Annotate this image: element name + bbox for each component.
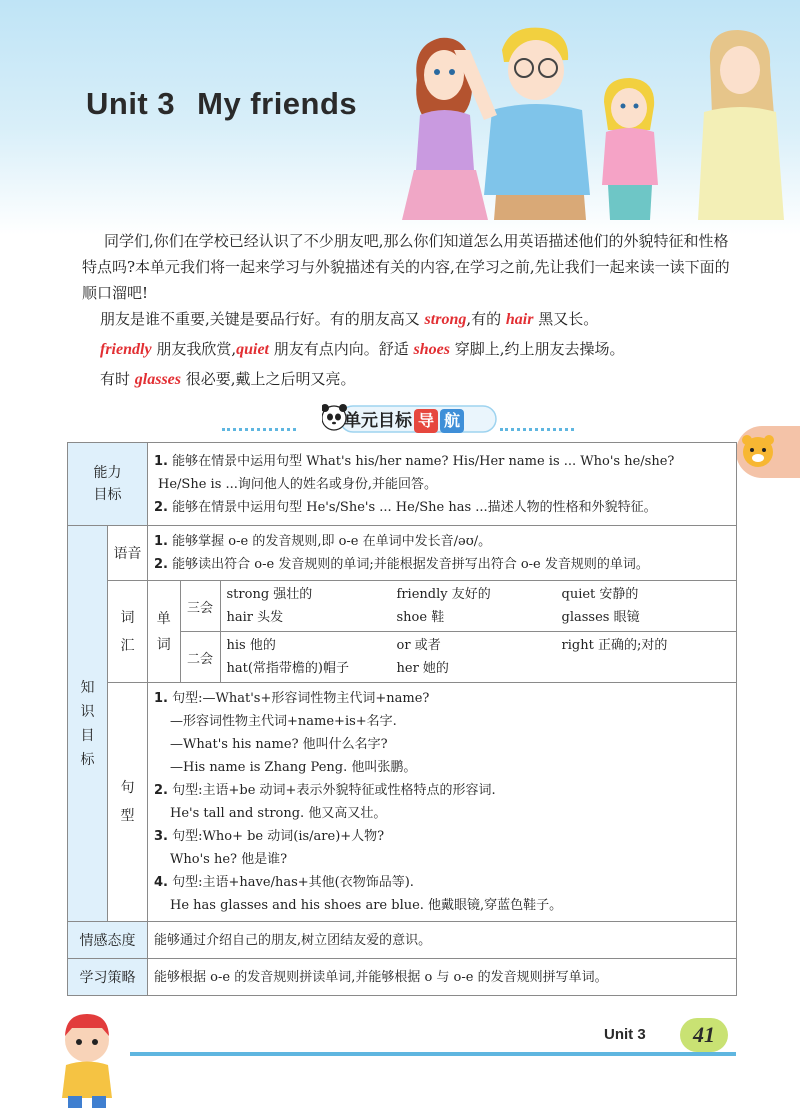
vocab-grid-row xyxy=(227,606,731,629)
mascot-illustration xyxy=(52,1010,122,1110)
nav-dots-right xyxy=(500,428,574,431)
ability-line xyxy=(154,496,730,519)
vocab-word: shoe 鞋 xyxy=(396,610,445,625)
level3-label: 三会 xyxy=(187,600,214,616)
keyword-friendly: friendly xyxy=(100,341,152,358)
nav-title xyxy=(344,406,464,433)
vocab-word: or 或者 xyxy=(396,638,441,653)
sentence-line xyxy=(154,779,730,802)
level2-label: 二会 xyxy=(187,651,214,667)
line-number: 3. xyxy=(154,829,168,844)
word-label: 单词 xyxy=(156,610,171,653)
ability-label-cell xyxy=(68,443,148,526)
keyword-hair: hair xyxy=(505,311,534,328)
line-number: 1. xyxy=(154,534,168,549)
level3-label-cell xyxy=(180,581,220,632)
rhyme-text: 很必要,戴上之后明又亮。 xyxy=(181,370,356,388)
vocab-word: his 他的 xyxy=(226,638,276,653)
vocab-word: friendly 友好的 xyxy=(396,587,491,602)
strategy-label-cell xyxy=(68,959,148,996)
line-text: —形容词性物主代词+name+is+名字. xyxy=(170,714,397,729)
sentence-line xyxy=(154,733,730,756)
vocab-word: glasses 眼镜 xyxy=(561,610,640,625)
rhyme-line-3 xyxy=(100,366,356,393)
rhyme-text: 朋友是谁不重要,关键是要品行好。有的朋友高又 xyxy=(100,310,425,328)
child-figure xyxy=(602,78,658,220)
vocab-label-cell xyxy=(108,581,148,683)
knowledge-label: 知识目标 xyxy=(80,679,95,768)
unit-goals-table xyxy=(67,442,737,996)
vocab-word xyxy=(562,657,712,680)
footer-unit-label: Unit 3 xyxy=(604,1026,646,1043)
sentence-line xyxy=(154,802,730,825)
rhyme-text: ,有的 xyxy=(466,310,506,328)
strategy-row xyxy=(68,959,737,996)
sentences-label-cell xyxy=(108,683,148,922)
nav-dots-left xyxy=(222,428,296,431)
line-number: 1. xyxy=(154,453,168,469)
level2-label-cell xyxy=(180,632,220,683)
phonics-row xyxy=(68,526,737,581)
vocab-row xyxy=(68,581,737,683)
strategy-label: 学习策略 xyxy=(79,970,136,986)
emotion-text: 能够通过介绍自己的朋友,树立团结友爱的意识。 xyxy=(154,932,432,948)
vocab-grid-row xyxy=(227,634,731,657)
unit-title xyxy=(86,86,357,122)
rhyme-text: 黑又长。 xyxy=(533,310,599,328)
page-number: 41 xyxy=(693,1022,715,1047)
rhyme-line-2 xyxy=(100,336,625,363)
ability-content xyxy=(148,443,737,526)
ability-line xyxy=(154,450,730,473)
rhyme-text: 朋友我欣赏, xyxy=(151,340,237,358)
vocab-word: hair 头发 xyxy=(226,610,284,625)
sentences-row xyxy=(68,683,737,922)
line-text: —What's his name? 他叫什么名字? xyxy=(170,737,388,752)
line-text: 能够在情景中运用句型 He's/She's ... He/She has ...描述人物的性格和外貌特征。 xyxy=(172,499,657,515)
vocab-grid-row xyxy=(227,583,731,606)
line-number: 1. xyxy=(154,691,168,706)
sentences-content xyxy=(148,683,737,922)
line-text: —His name is Zhang Peng. 他叫张鹏。 xyxy=(170,760,417,775)
friends-illustration xyxy=(392,20,792,220)
phonics-line xyxy=(154,553,730,576)
emotion-label: 情感态度 xyxy=(79,933,136,949)
sentence-line xyxy=(154,894,730,917)
sentence-line xyxy=(154,825,730,848)
phonics-content xyxy=(148,526,737,581)
footer-line xyxy=(130,1052,736,1056)
vocab-content xyxy=(148,581,737,683)
rhyme-text: 朋友有点内向。舒适 xyxy=(268,340,414,358)
vocab-word: quiet 安静的 xyxy=(561,587,639,602)
vocab-word: her 她的 xyxy=(396,661,449,676)
emotion-row xyxy=(68,922,737,959)
phonics-line xyxy=(154,530,730,553)
sentence-line xyxy=(154,871,730,894)
line-text: 句型:Who+ be 动词(is/are)+人物? xyxy=(172,829,385,844)
sentence-line xyxy=(154,848,730,871)
tiger-icon xyxy=(738,432,778,472)
phonics-label: 语音 xyxy=(113,546,142,562)
rhyme-text: 有时 xyxy=(100,370,135,388)
knowledge-label-cell xyxy=(68,526,108,922)
ability-line xyxy=(154,473,730,496)
nav-box-hang: 航 xyxy=(440,409,464,433)
ability-label: 能力目标 xyxy=(93,465,122,503)
level2-words xyxy=(220,632,736,683)
side-tab xyxy=(736,426,800,478)
vocab-grid-row xyxy=(227,657,731,680)
strategy-text: 能够根据 o-e 的发音规则拼读单词,并能够根据 o 与 o-e 的发音规则拼写单词。 xyxy=(154,969,608,985)
strategy-content xyxy=(148,959,737,996)
rhyme-line-1 xyxy=(100,306,598,333)
keyword-shoes: shoes xyxy=(413,341,450,358)
vocab-word: strong 强壮的 xyxy=(226,587,313,602)
level3-words xyxy=(220,581,736,632)
ability-row xyxy=(68,443,737,526)
vocab-label: 词汇 xyxy=(120,609,135,654)
sentences-label: 句型 xyxy=(120,780,135,824)
line-text: 句型:主语+be 动词+表示外貌特征或性格特点的形容词. xyxy=(172,783,496,798)
line-text: 能够在情景中运用句型 What's his/her name? His/Her name is ... Who's he/she? xyxy=(172,453,675,469)
line-number: 2. xyxy=(154,499,168,515)
intro-paragraph: 同学们,你们在学校已经认识了不少朋友吧,那么你们知道怎么用英语描述他们的外貌特征和性格特点吗?本单元我们将一起来学习与外貌描述有关的内容,在学习之前,先让我们一起来读一读下面的顺口溜吧! xyxy=(82,232,730,302)
rhyme-text: 穿脚上,约上朋友去操场。 xyxy=(449,340,625,358)
woman-figure xyxy=(698,30,784,220)
line-number: 2. xyxy=(154,557,168,572)
line-text: He/She is ...询问他人的姓名或身份,并能回答。 xyxy=(158,476,438,492)
line-text: 句型:主语+have/has+其他(衣物饰品等). xyxy=(172,875,414,890)
emotion-content xyxy=(148,922,737,959)
unit-number: Unit 3 xyxy=(86,86,176,121)
line-text: He has glasses and his shoes are blue. 他戴眼镜,穿蓝色鞋子。 xyxy=(170,898,563,913)
phonics-label-cell xyxy=(108,526,148,581)
unit-name: My friends xyxy=(197,86,358,121)
sentence-line xyxy=(154,710,730,733)
sentence-line xyxy=(154,756,730,779)
vocab-table xyxy=(148,581,736,682)
line-number: 2. xyxy=(154,783,168,798)
emotion-label-cell xyxy=(68,922,148,959)
vocab-word: right 正确的;对的 xyxy=(561,638,668,653)
keyword-strong: strong xyxy=(424,311,467,328)
line-text: 句型:—What's+形容词性物主代词+name? xyxy=(172,691,430,706)
nav-box-dao: 导 xyxy=(414,409,438,433)
line-number: 4. xyxy=(154,875,168,890)
line-text: Who's he? 他是谁? xyxy=(170,852,288,867)
line-text: 能够读出符合 o-e 发音规则的单词;并能根据发音拼写出符合 o-e 发音规则的单词。 xyxy=(172,557,649,572)
line-text: He's tall and strong. 他又高又壮。 xyxy=(170,806,387,821)
nav-label-text: 单元目标 xyxy=(344,411,412,431)
line-text: 能够掌握 o-e 的发音规则,即 o-e 在单词中发长音/əʊ/。 xyxy=(172,534,492,549)
page-number-badge xyxy=(680,1018,728,1052)
sentence-line xyxy=(154,687,730,710)
keyword-glasses: glasses xyxy=(134,371,182,388)
word-label-cell xyxy=(148,581,180,682)
vocab-word: hat(常指带檐的)帽子 xyxy=(226,661,350,676)
keyword-quiet: quiet xyxy=(236,341,269,358)
